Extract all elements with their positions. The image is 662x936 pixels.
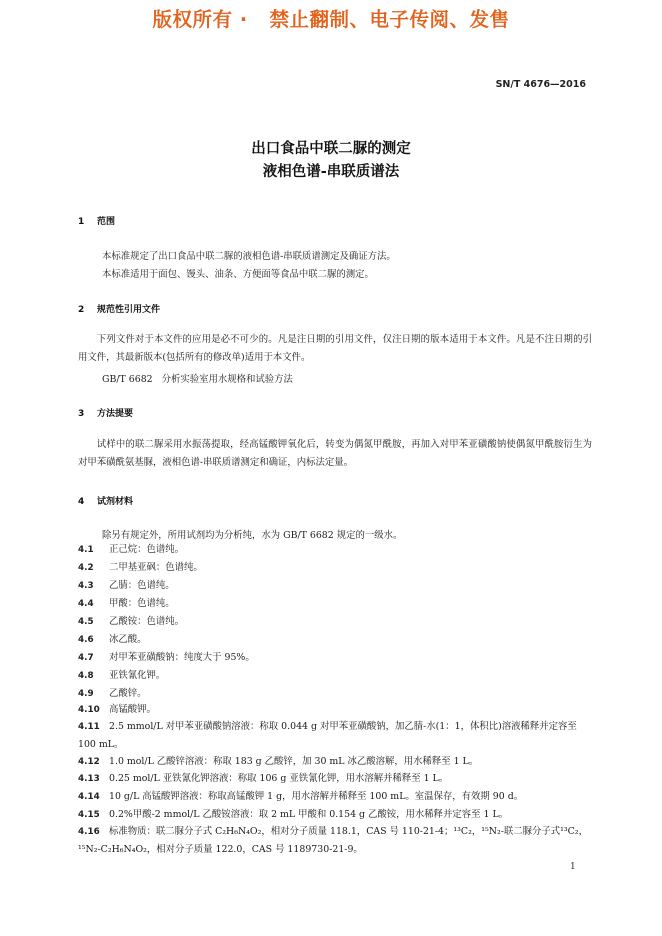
section-number: 1 — [78, 217, 85, 227]
paragraph: 下列文件对于本文件的应用是必不可少的。凡是注日期的引用文件，仅注日期的版本适用于本文件。凡是不注日期的引用文件，其最新版本(包括所有的修改单)适用于本文件。 — [78, 334, 592, 363]
item-number: 4.14 — [78, 792, 100, 802]
list-item — [78, 753, 592, 771]
list-item — [78, 667, 592, 685]
item-text: 标准物质：联二脲分子式 C₂H₆N₄O₂，相对分子质量 118.1，CAS 号 110-21-4；¹³C₂，¹⁵N₂-联二脲分子式¹³C₂，¹⁵N₂-C₂H₆N₄O₂，相对分子质量 122.0，CAS 号 1189730-21-9。 — [78, 826, 588, 855]
item-text: 2.5 mmol/L 对甲苯亚磺酸钠溶液：称取 0.044 g 对甲苯亚磺酸钠，加乙腈-水(1：1，体积比)溶液稀释并定容至 100 mL。 — [78, 721, 577, 750]
section-number: 4 — [78, 497, 85, 507]
item-number: 4.10 — [78, 705, 100, 715]
item-number: 4.3 — [78, 581, 94, 591]
section-heading-normative-references — [78, 302, 160, 315]
section-title: 规范性引用文件 — [97, 305, 161, 315]
section-title: 范围 — [97, 217, 116, 227]
item-text: 0.25 mol/L 亚铁氰化钾溶液：称取 106 g 亚铁氰化钾，用水溶解并稀释至 1 L。 — [109, 773, 449, 784]
list-item — [78, 770, 592, 788]
paragraph: 试样中的联二脲采用水振荡提取，经高锰酸钾氧化后，转变为偶氮甲酰胺，再加入对甲苯亚磺酸钠使偶氮甲酰胺衍生为对甲苯磺酰氨基脲，液相色谱-串联质谱测定和确证，内标法定量。 — [78, 439, 592, 468]
title-line-1: 出口食品中联二脲的测定 — [251, 141, 411, 157]
item-number: 4.15 — [78, 810, 100, 820]
page-number: 1 — [570, 862, 576, 872]
item-text: 甲酸：色谱纯。 — [109, 598, 175, 609]
list-item — [78, 823, 592, 859]
item-text: 1.0 mol/L 乙酸锌溶液：称取 183 g 乙酸锌，加 30 mL 冰乙酸溶解，用水稀释至 1 L。 — [109, 756, 479, 767]
item-number: 4.13 — [78, 774, 100, 784]
item-text: 乙酸锌。 — [109, 688, 147, 699]
title-line-2: 液相色谱-串联质谱法 — [262, 164, 400, 180]
item-number: 4.12 — [78, 757, 100, 767]
section-title: 方法提要 — [97, 409, 134, 419]
item-number: 4.5 — [78, 617, 94, 627]
section-title: 试剂材料 — [97, 497, 134, 507]
item-number: 4.8 — [78, 671, 94, 681]
list-item — [78, 649, 592, 667]
item-number: 4.11 — [78, 722, 100, 732]
list-item — [78, 806, 592, 824]
item-number: 4.16 — [78, 827, 100, 837]
item-text: 冰乙酸。 — [109, 634, 147, 645]
item-number: 4.2 — [78, 563, 94, 573]
item-number: 4.1 — [78, 545, 94, 555]
item-text: 0.2%甲酸-2 mmol/L 乙酸铵溶液：取 2 mL 甲酸和 0.154 g 乙酸铵，用水稀释并定容至 1 L。 — [109, 809, 509, 820]
section-number: 2 — [78, 305, 85, 315]
list-item — [78, 631, 592, 649]
item-text: 乙酸铵：色谱纯。 — [109, 616, 185, 627]
section-heading-method-principle — [78, 406, 133, 419]
item-number: 4.7 — [78, 653, 94, 663]
list-item — [78, 718, 592, 754]
reference-item: GB/T 6682 分析实验室用水规格和试验方法 — [102, 374, 293, 385]
paragraph: 本标准适用于面包、馒头、油条、方便面等食品中联二脲的测定。 — [102, 269, 374, 280]
item-number: 4.9 — [78, 689, 94, 699]
list-item — [78, 541, 592, 559]
item-text: 二甲基亚砜：色谱纯。 — [109, 562, 203, 573]
item-text: 正己烷：色谱纯。 — [109, 544, 185, 555]
item-number: 4.4 — [78, 599, 94, 609]
section-heading-scope — [78, 214, 115, 227]
item-text: 亚铁氰化钾。 — [109, 670, 166, 681]
list-item — [78, 788, 592, 806]
watermark-banner: 版权所有 · 禁止翻制、电子传阅、发售 — [152, 8, 510, 31]
section-heading-reagents — [78, 494, 133, 507]
item-text: 对甲苯亚磺酸钠：纯度大于 95%。 — [109, 652, 255, 663]
item-text: 乙腈：色谱纯。 — [109, 580, 175, 591]
list-item — [78, 701, 592, 719]
list-item — [78, 613, 592, 631]
item-text: 10 g/L 高锰酸钾溶液：称取高锰酸钾 1 g，用水溶解并稀释至 100 mL。室温保存，有效期 90 d。 — [109, 791, 524, 802]
item-number: 4.6 — [78, 635, 94, 645]
list-item — [78, 595, 592, 613]
list-item — [78, 577, 592, 595]
standard-number: SN/T 4676—2016 — [495, 79, 586, 90]
paragraph: 除另有规定外，所用试剂均为分析纯，水为 GB/T 6682 规定的一级水。 — [102, 530, 403, 541]
section-number: 3 — [78, 409, 85, 419]
list-item — [78, 559, 592, 577]
item-text: 高锰酸钾。 — [109, 704, 156, 715]
paragraph: 本标准规定了出口食品中联二脲的液相色谱-串联质谱测定及确证方法。 — [102, 251, 396, 262]
